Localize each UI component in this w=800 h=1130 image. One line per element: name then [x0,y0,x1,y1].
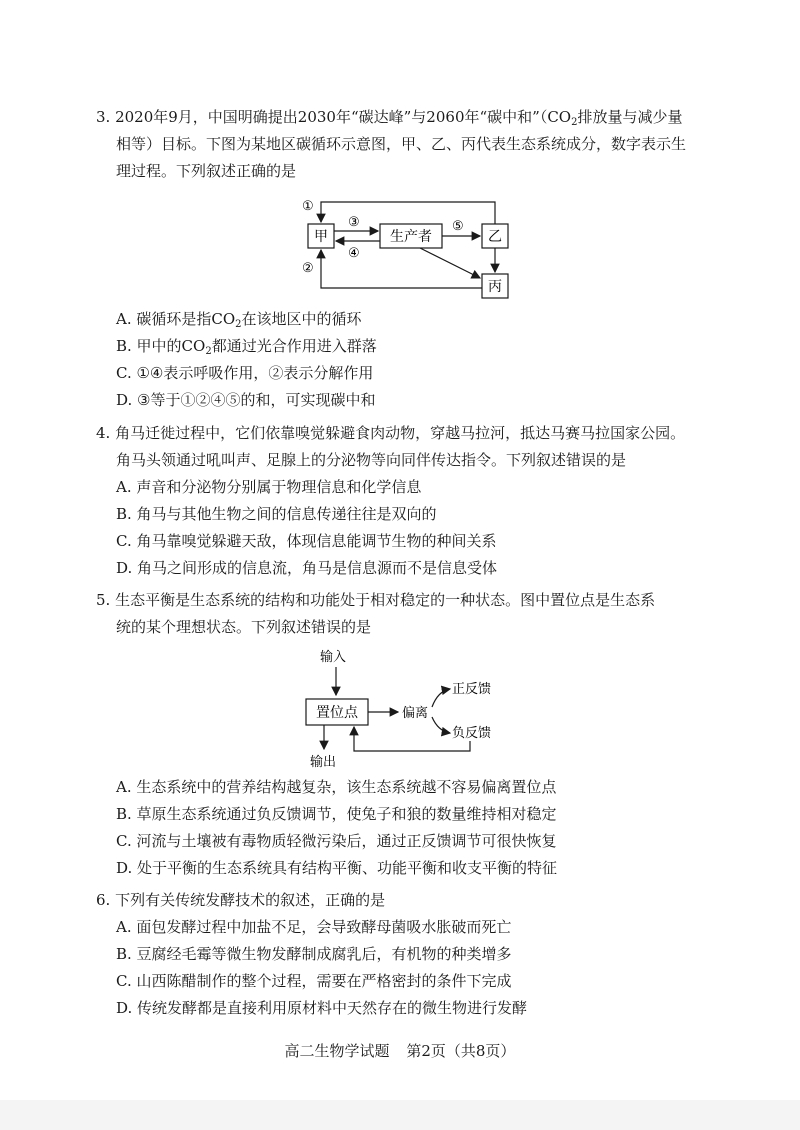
arrow-2 [321,250,482,288]
q4-option-a: A. 声音和分泌物分别属于物理信息和化学信息 [116,478,422,496]
num-1: ① [302,199,314,214]
setpoint-diagram [300,645,520,770]
label-positive: 正反馈 [452,682,492,697]
q3-stem-line1: 3. 2020年9月，中国明确提出2030年“碳达峰”与2060年“碳中和$”(CO_2$排放量与减少量 [96,108,683,128]
label-jia: 甲 [314,229,328,245]
q6-option-c: C. 山西陈醋制作的整个过程，需要在严格密封的条件下完成 [116,972,512,990]
q5-stem-line2: 统的某个理想状态。下列叙述错误的是 [116,618,372,636]
arrow-negative [432,717,450,733]
arrow-producer-bing [420,248,480,278]
num-2: ② [302,261,314,276]
label-input: 输入 [320,650,347,665]
q3-stem-line2: 相等）目标。下图为某地区碳循环示意图，甲、乙、丙代表生态系统成分，数字表示生 [116,135,687,153]
num-4: ④ [348,246,360,261]
q4-stem-line2: 角马头领通过吼叫声、足腺上的分泌物等向同伴传达指令。下列叙述错误的是 [116,451,627,469]
q3-option-b: B. 甲中的$CO_2$都通过光合作用进入群落 [116,337,377,357]
label-bing: 丙 [488,279,502,295]
q4-stem-line1: 4. 角马迁徙过程中，它们依靠嗅觉躲避食肉动物，穿越马拉河，抵达马赛马拉国家公园。 [96,424,686,442]
q5-stem-line1: 5. 生态平衡是生态系统的结构和功能处于相对稳定的一种状态。图中置位点是生态系 [96,591,656,609]
q6-stem-line1: 6. 下列有关传统发酵技术的叙述，正确的是 [96,891,386,909]
q3-stem-line3: 理过程。下列叙述正确的是 [116,162,297,180]
label-deviation: 偏离 [402,706,429,721]
carbon-cycle-diagram [290,190,530,300]
label-producer: 生产者 [390,229,432,245]
scan-edge [0,1100,800,1130]
q3-option-a: A. 碳循环是指$CO_2$在该地区中的循环 [116,310,362,330]
label-setpoint: 置位点 [316,705,358,721]
label-yi: 乙 [488,229,502,245]
label-output: 输出 [310,755,337,770]
q3-option-c: C. ①④表示呼吸作用，②表示分解作用 [116,364,374,382]
num-3: ③ [348,215,360,230]
q5-option-b: B. 草原生态系统通过负反馈调节，使兔子和狼的数量维持相对稳定 [116,805,557,823]
q4-option-c: C. 角马靠嗅觉躲避天敌，体现信息能调节生物的种间关系 [116,532,497,550]
q4-option-b: B. 角马与其他生物之间的信息传递往往是双向的 [116,505,437,523]
footer-title: 高二生物学试题 [284,1042,390,1060]
q6-option-d: D. 传统发酵都是直接利用原材料中天然存在的微生物进行发酵 [116,999,528,1017]
page-footer [0,1040,800,1061]
q6-option-a: A. 面包发酵过程中加盐不足，会导致酵母菌吸水胀破而死亡 [116,918,512,936]
q5-option-a: A. 生态系统中的营养结构越复杂，该生态系统越不容易偏离置位点 [116,778,557,796]
arrow-positive [432,689,450,707]
q5-option-c: C. 河流与土壤被有毒物质轻微污染后，通过正反馈调节可很快恢复 [116,832,557,850]
q5-option-d: D. 处于平衡的生态系统具有结构平衡、功能平衡和收支平衡的特征 [116,859,558,877]
q3-option-d: D. ③等于①②④⑤的和，可实现碳中和 [116,391,376,409]
q6-option-b: B. 豆腐经毛霉等微生物发酵制成腐乳后，有机物的种类增多 [116,945,512,963]
num-5: ⑤ [452,219,464,234]
label-negative: 负反馈 [452,726,492,741]
q4-option-d: D. 角马之间形成的信息流，角马是信息源而不是信息受体 [116,559,498,577]
footer-page-number: 第2页（共8页） [406,1042,516,1060]
